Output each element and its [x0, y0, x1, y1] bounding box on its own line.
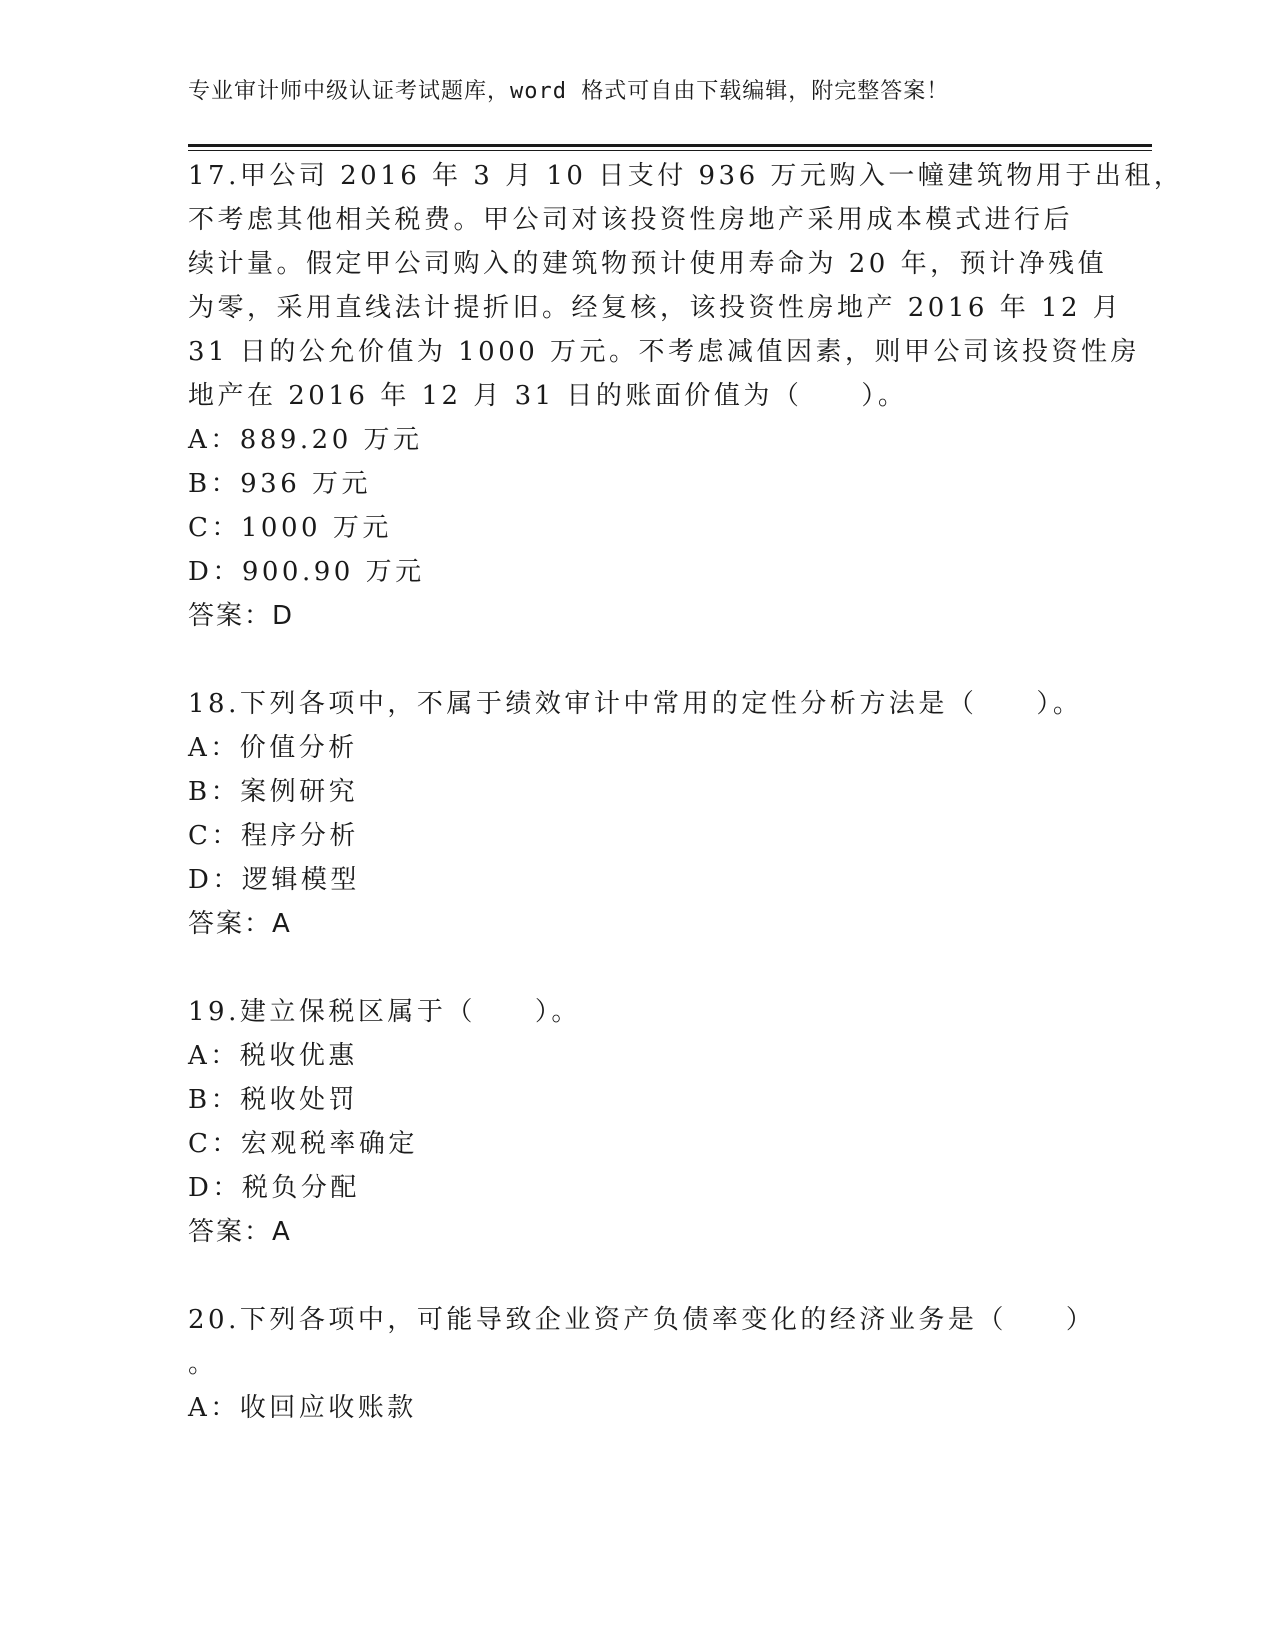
question-20-stem-line-2: 。 [188, 1349, 218, 1379]
question-19-option-a: A：税收优惠 [188, 1041, 358, 1071]
question-18-option-d: D：逻辑模型 [188, 865, 360, 895]
question-19-option-d: D：税负分配 [188, 1173, 360, 1203]
question-18-answer: 答案：A [188, 909, 292, 939]
question-20-option-a: A：收回应收账款 [188, 1393, 417, 1423]
question-19-stem: 19.建立保税区属于（ ）。 [188, 997, 581, 1027]
question-17-stem-line-4: 为零，采用直线法计提折旧。经复核，该投资性房地产 2016 年 12 月 [188, 293, 1123, 323]
question-17-option-d: D：900.90 万元 [188, 557, 425, 587]
question-17-stem-line-2: 不考虑其他相关税费。甲公司对该投资性房地产采用成本模式进行后 [188, 205, 1074, 235]
question-17-stem-line-5: 31 日的公允价值为 1000 万元。不考虑减值因素，则甲公司该投资性房 [188, 337, 1141, 367]
question-18-stem: 18.下列各项中，不属于绩效审计中常用的定性分析方法是（ ）。 [188, 689, 1083, 719]
question-17-option-b: B：936 万元 [188, 469, 371, 499]
question-19-answer: 答案：A [188, 1217, 292, 1247]
question-18-option-c: C：程序分析 [188, 821, 359, 851]
question-17-stem-line-3: 续计量。假定甲公司购入的建筑物预计使用寿命为 20 年，预计净残值 [188, 249, 1108, 279]
question-19-option-b: B：税收处罚 [188, 1085, 359, 1115]
question-17-option-a: A：889.20 万元 [188, 425, 423, 455]
question-17-option-c: C：1000 万元 [188, 513, 392, 543]
question-18-option-b: B：案例研究 [188, 777, 359, 807]
question-17-stem-line-1: 17.甲公司 2016 年 3 月 10 日支付 936 万元购入一幢建筑物用于出租， [188, 161, 1184, 191]
question-17-answer: 答案：D [188, 601, 295, 631]
page-header: 专业审计师中级认证考试题库，word 格式可自由下载编辑，附完整答案！ [188, 79, 950, 104]
header-rule-thin [188, 150, 1152, 151]
header-rule-thick [188, 144, 1152, 147]
question-18-option-a: A：价值分析 [188, 733, 358, 763]
question-20-stem-line-1: 20.下列各项中，可能导致企业资产负债率变化的经济业务是（ ） [188, 1305, 1096, 1335]
question-17-stem-line-6: 地产在 2016 年 12 月 31 日的账面价值为（ ）。 [188, 381, 908, 411]
question-19-option-c: C：宏观税率确定 [188, 1129, 418, 1159]
